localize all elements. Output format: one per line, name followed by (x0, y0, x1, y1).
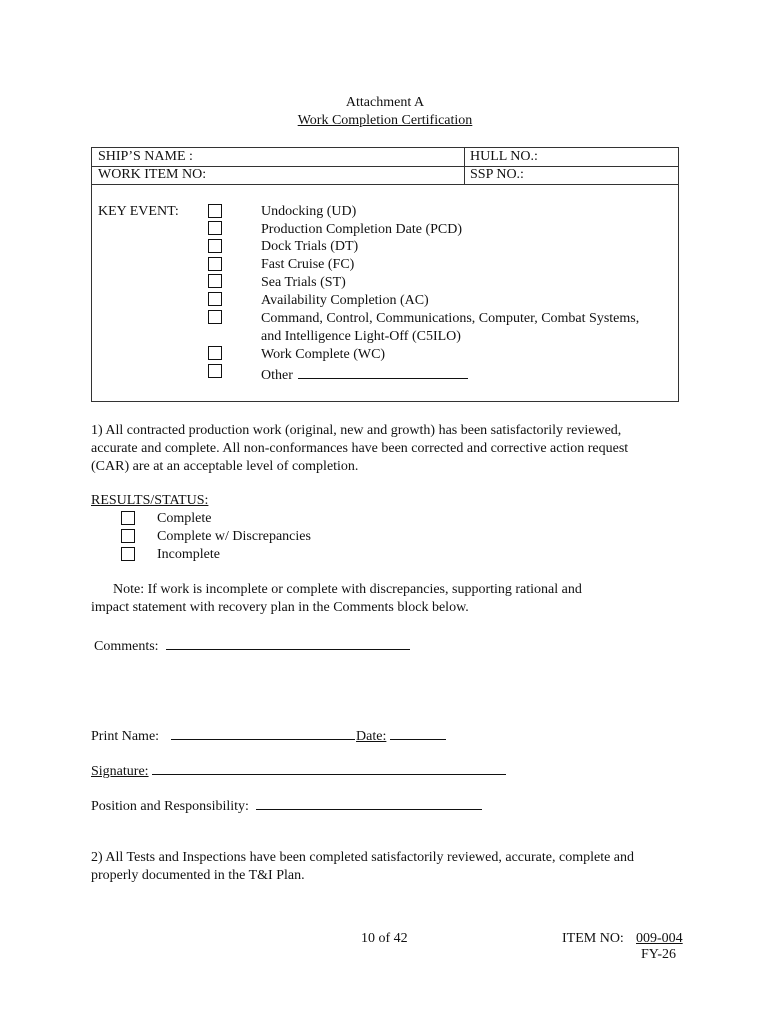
work-item-label: WORK ITEM NO: (98, 167, 207, 182)
results-status-label: RESULTS/STATUS: (91, 493, 209, 508)
table-divider (91, 184, 679, 185)
page-title: Work Completion Certification (297, 113, 473, 128)
key-event-label-dock-trials: Dock Trials (DT) (261, 239, 359, 254)
date-input-line[interactable] (390, 725, 446, 740)
section1-line3: (CAR) are at an acceptable level of completion. (91, 459, 359, 474)
checkbox-complete-discrepancies[interactable] (121, 529, 135, 543)
key-event-label-work-complete: Work Complete (WC) (261, 347, 386, 362)
checkbox-c5ilo[interactable] (208, 310, 222, 324)
hull-no-label: HULL NO.: (470, 149, 538, 164)
checkbox-other[interactable] (208, 364, 222, 378)
item-no-label: ITEM NO: (562, 931, 624, 946)
checkbox-complete[interactable] (121, 511, 135, 525)
section2-line1: 2) All Tests and Inspections have been completed satisfactorily reviewed, accurate, complete and (91, 850, 635, 865)
result-label-incomplete: Incomplete (157, 547, 220, 562)
date-label: Date: (356, 729, 387, 744)
comments-input-line[interactable] (166, 635, 410, 650)
page-number: 10 of 42 (361, 931, 408, 946)
signature-input-line[interactable] (152, 760, 506, 775)
checkbox-dock-trials[interactable] (208, 239, 222, 253)
print-name-input-line[interactable] (171, 725, 355, 740)
ships-name-label: SHIP’S NAME : (98, 149, 193, 164)
section1-line1: 1) All contracted production work (original, new and growth) has been satisfactorily reviewed, (91, 423, 622, 438)
item-no-value: 009-004 (636, 931, 683, 946)
key-event-label-c5ilo-2: and Intelligence Light-Off (C5ILO) (261, 329, 461, 344)
checkbox-sea-trials[interactable] (208, 274, 222, 288)
ssp-no-label: SSP NO.: (470, 167, 524, 182)
position-label: Position and Responsibility: (91, 799, 249, 814)
signature-row (91, 760, 506, 781)
key-event-label: KEY EVENT: (98, 204, 179, 219)
key-event-label-undocking: Undocking (UD) (261, 204, 357, 219)
position-input-line[interactable] (256, 795, 482, 810)
key-event-label-c5ilo-1: Command, Control, Communications, Computer, Combat Systems, (261, 311, 640, 326)
comments-label: Comments: (94, 639, 159, 654)
result-label-complete: Complete (157, 511, 212, 526)
checkbox-undocking[interactable] (208, 204, 222, 218)
key-event-label-other: Other (261, 368, 293, 383)
key-event-label-availability: Availability Completion (AC) (261, 293, 429, 308)
key-event-other-row (261, 364, 468, 385)
checkbox-availability-completion[interactable] (208, 292, 222, 306)
key-event-label-pcd: Production Completion Date (PCD) (261, 222, 463, 237)
section2-line2: properly documented in the T&I Plan. (91, 868, 305, 883)
note-line1: Note: If work is incomplete or complete with discrepancies, supporting rational and (113, 582, 582, 597)
attachment-label: Attachment A (345, 95, 425, 110)
other-input-line[interactable] (298, 364, 468, 379)
comments-row (94, 635, 410, 656)
print-name-row (91, 725, 446, 746)
table-divider (464, 147, 465, 184)
checkbox-pcd[interactable] (208, 221, 222, 235)
checkbox-incomplete[interactable] (121, 547, 135, 561)
position-row (91, 795, 482, 816)
print-name-label: Print Name: (91, 729, 160, 744)
section1-line2: accurate and complete. All non-conformances have been corrected and corrective action request (91, 441, 629, 456)
checkbox-work-complete[interactable] (208, 346, 222, 360)
key-event-label-sea-trials: Sea Trials (ST) (261, 275, 346, 290)
key-event-label-fast-cruise: Fast Cruise (FC) (261, 257, 355, 272)
signature-label: Signature: (91, 764, 149, 779)
checkbox-fast-cruise[interactable] (208, 257, 222, 271)
result-label-complete-discrepancies: Complete w/ Discrepancies (157, 529, 311, 544)
note-line2: impact statement with recovery plan in the Comments block below. (91, 600, 469, 615)
fiscal-year: FY-26 (641, 947, 677, 962)
